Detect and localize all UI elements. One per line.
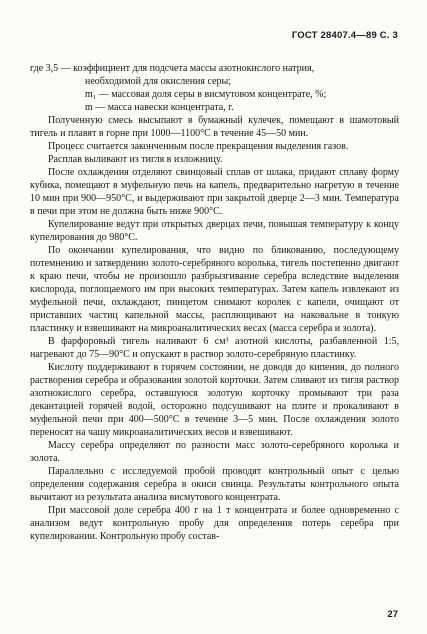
paragraph: По окончании купелирования, что видно по бликованию, последующему потемнению и затвердению золото-серебряного королька, тигель постепенно двигают к краю печи, чтобы не произошло разбрызгивание серебра вследствие выделения кислорода, поглощаемого им при высоких температурах. Затем капель извлекают из муфельной печи, охлаждают, пинцетом снимают королек с капели, очищают от приставших частиц капельной массы, расплющивают на наковальне в тонкую пластинку и взвешивают на микроаналитических весах (масса серебра и золота).: [30, 245, 399, 334]
paragraph: Купелирование ведут при открытых дверцах печи, повышая температуру к концу купелирования до 980°C.: [30, 219, 399, 243]
paragraph: Процесс считается законченным после прекращения выделения газов.: [48, 141, 349, 152]
paragraph: Массу серебра определяют по разности масс золото-серебряного королька и золота.: [30, 440, 399, 464]
body-text: [30, 62, 399, 543]
paragraph: Полученную смесь высыпают в бумажный кулечек, помещают в шамотовый тигель и плавят в горне при 1000—1100°C в течение 45—50 мин.: [30, 115, 399, 139]
standard-header: ГОСТ 28407.4—89 С. 3: [291, 30, 398, 41]
definition-line: m — масса навески концентрата, г.: [85, 102, 234, 113]
paragraph: После охлаждения отделяют свинцовый сплав от шлака, придают сплаву форму кубика, помещают в муфельную печь на капель, предварительно нагретую в течение 10 мин при 900—950°C, и выдерживают при закрытой дверце 2—3 мин. Температура в печи при этом не должна быть ниже 900°C.: [30, 167, 399, 217]
paragraph: При массовой доле серебра 400 г на 1 т концентрата и более одновременно с анализом ведут контрольную пробу для определения потерь серебра при купелировании. Контрольную пробу состав-: [30, 505, 399, 542]
paragraph: Кислоту поддерживают в горячем состоянии, не доводя до кипения, до полного растворения серебра и образования золотой корточки. Затем сливают из тигля раствор азотнокислого серебра, оставшуюся золотую корточку промывают три раза декантацией горячей водой, осторожно подсушивают на плите и прокаливают в муфельной печи при 400—500°C в течение 3—5 мин. После охлаждения золото переносят на чашу микроаналитических весов и взвешивают.: [30, 362, 399, 438]
definition-line: где 3,5 — коэффициент для подсчета массы азотнокислого натрия,: [30, 63, 315, 74]
definition-line: m₁ — массовая доля серы в висмутовом концентрате, %;: [85, 89, 327, 100]
page-number: 27: [387, 609, 398, 620]
paragraph: Параллельно с исследуемой пробой проводят контрольный опыт с целью определения содержания серебра в окиси свинца. Результаты контрольного опыта вычитают из результата анализа висмутового концентрата.: [30, 466, 399, 503]
paragraph: Расплав выливают из тигля в изложницу.: [48, 154, 223, 165]
definition-line: необходимой для окисления серы;: [85, 76, 232, 87]
paragraph: В фарфоровый тигель наливают 6 см³ азотной кислоты, разбавленной 1:5, нагревают до 75—90°C и опускают в раствор золото-серебряную пластинку.: [30, 336, 399, 360]
